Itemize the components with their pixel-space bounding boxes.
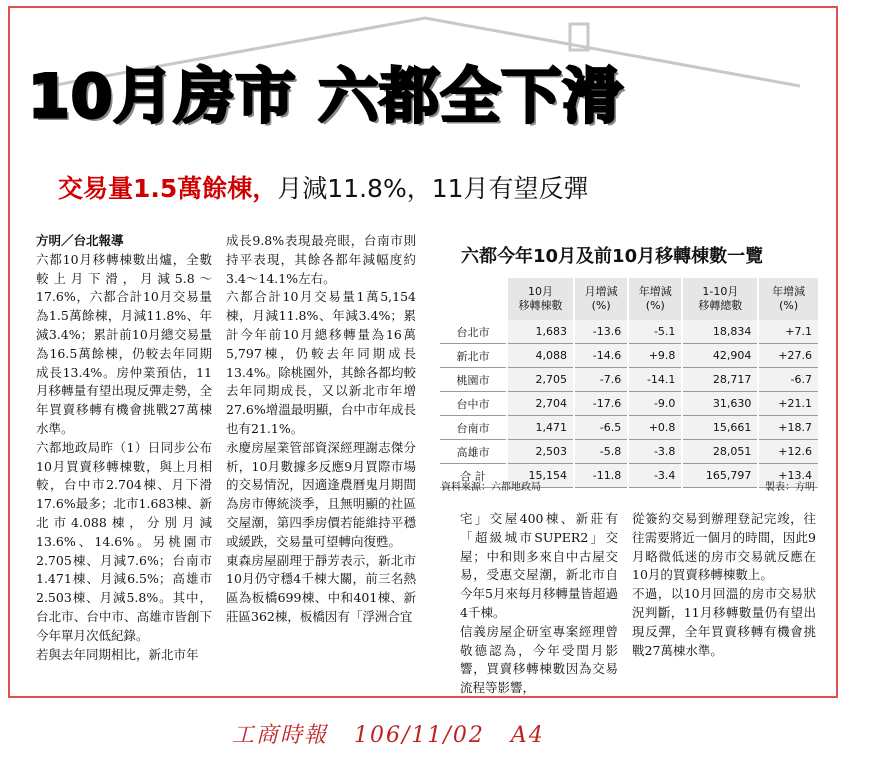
table-cell: -6.7 <box>758 368 818 392</box>
table-cell: 2,503 <box>507 440 574 464</box>
headline: 10月房市 六都全下滑 <box>28 62 624 132</box>
table-cell: 4,088 <box>507 344 574 368</box>
table-row <box>440 344 818 368</box>
row-city: 新北市 <box>440 344 507 368</box>
subtitle-highlight: 交易量1.5萬餘棟， <box>58 174 278 203</box>
paragraph: 信義房屋企研室專案經理曾敬德認為，今年受閏月影響，買賣移轉棟數因為交易流程等影響， <box>460 623 618 696</box>
table-header-blank <box>440 278 507 320</box>
row-city: 台南市 <box>440 416 507 440</box>
paragraph: 從簽約交易到辦理登記完竣，往往需要將近一個月的時間，因此9月略微低迷的房市交易就反應在10月的買賣移轉棟數上。 <box>632 511 816 583</box>
paragraph: 東森房屋副理于靜芳表示，新北市10月仍守穩4千棟大關，前三名熱區為板橋699棟、中和401棟、新莊區362棟，板橋因有「浮洲合宜 <box>226 552 416 624</box>
page-number: A4 <box>510 723 545 748</box>
table-cell: 18,834 <box>682 320 758 344</box>
article-column-3 <box>460 510 618 698</box>
byline: 方明／台北報導 <box>36 233 124 248</box>
table-cell: 1,683 <box>507 320 574 344</box>
table-cell: +0.8 <box>628 416 682 440</box>
table-cell: 28,051 <box>682 440 758 464</box>
table-credit: 製表：方明 <box>765 482 815 493</box>
table-row <box>440 320 818 344</box>
paragraph: 六都10月移轉棟數出爐，全數較上月下滑，月減5.8～17.6%，六都合計10月交易量為1.5萬餘棟，月減11.8%、年減3.4%；累計前10月總交易量為16.5萬餘棟，仍較去年同期成長13.4%。房仲業預估，11月移轉量有望出現反彈走勢，全年買賣移轉有機會挑戰27萬棟水準。 <box>36 251 212 436</box>
row-city: 高雄市 <box>440 440 507 464</box>
table-header: 10月 移轉棟數 <box>507 278 574 320</box>
table-cell: -5.1 <box>628 320 682 344</box>
clipping-footer <box>232 718 571 749</box>
table-cell: 15,154 <box>507 464 574 488</box>
table-cell: 31,630 <box>682 392 758 416</box>
paragraph: 六都地政局昨（1）日同步公布10月買賣移轉棟數，與上月相較，台中市2.704棟、月下滑17.6%最多；北市1.683棟、新北市4.088棟，分別月減13.6%、14.6%。另桃園市2.705棟、月減7.6%；台南市1.471棟、月減6.5%；高雄市2.503棟、月減5.8%。其中，台北市、台中市、高雄市皆創下今年單月次低紀錄。 <box>36 439 212 643</box>
table-source: 資料來源：六都地政局 <box>441 482 541 493</box>
table-cell: -14.6 <box>574 344 628 368</box>
table-cell: -9.0 <box>628 392 682 416</box>
table-row <box>440 440 818 464</box>
table-cell: +7.1 <box>758 320 818 344</box>
table-cell: -17.6 <box>574 392 628 416</box>
table-cell: +9.8 <box>628 344 682 368</box>
table-cell: -7.6 <box>574 368 628 392</box>
table-header: 1-10月 移轉總數 <box>682 278 758 320</box>
table-cell: -14.1 <box>628 368 682 392</box>
paragraph: 六都合計10月交易量1萬5,154棟，月減11.8%、年減3.4%；累計今年前10月總移轉量為16萬5,797棟，仍較去年同期成長13.4%。除桃園外，其餘各都均較去年同期成長，又以新北市年增27.6%增溫最明顯，台中市年成長也有21.1%。 <box>226 289 416 436</box>
row-city: 台中市 <box>440 392 507 416</box>
table-cell: 2,705 <box>507 368 574 392</box>
table-cell: 165,797 <box>682 464 758 488</box>
table-cell: +21.1 <box>758 392 818 416</box>
article-column-4 <box>632 510 816 660</box>
newspaper-name: 工商時報 <box>232 723 329 748</box>
table-header: 月增減 (%) <box>574 278 628 320</box>
paragraph: 宅」交屋400棟、新莊有「超級城市SUPER2」交屋；中和則多來自中古屋交易，受惠交屋潮，新北市自今年5月來每月移轉量皆超過4千棟。 <box>460 511 618 620</box>
table-cell: 2,704 <box>507 392 574 416</box>
table-cell: 28,717 <box>682 368 758 392</box>
table-cell: +27.6 <box>758 344 818 368</box>
table-cell: +13.4 <box>758 464 818 488</box>
row-city: 合 計 <box>440 464 507 488</box>
paragraph: 不過，以10月回溫的房市交易狀況判斷，11月移轉數量仍有望出現反彈，全年買賣移轉有機會挑戰27萬棟水準。 <box>632 586 816 658</box>
table-cell: -11.8 <box>574 464 628 488</box>
table-cell: -6.5 <box>574 416 628 440</box>
table-title: 六都今年10月及前10月移轉棟數一覽 <box>461 246 764 267</box>
table-cell: -3.8 <box>628 440 682 464</box>
table-row <box>440 368 818 392</box>
transfer-table <box>440 278 818 488</box>
row-city: 台北市 <box>440 320 507 344</box>
table-cell: -5.8 <box>574 440 628 464</box>
table-cell: -3.4 <box>628 464 682 488</box>
table-cell: +12.6 <box>758 440 818 464</box>
table-cell: 1,471 <box>507 416 574 440</box>
subtitle-rest: 月減11.8%，11月有望反彈 <box>277 174 589 203</box>
table-row <box>440 416 818 440</box>
paragraph: 永慶房屋業管部資深經理謝志傑分析，10月數據多反應9月買際市場的交易情況，因適逢農曆鬼月期間為房市傳統淡季，且無明顯的社區交屋潮，第四季房價若能維持平穩或緩跌，交易量可望轉向復甦。 <box>226 439 416 549</box>
article-column-2 <box>226 232 416 627</box>
table-cell: +18.7 <box>758 416 818 440</box>
table-cell: 42,904 <box>682 344 758 368</box>
table-cell: -13.6 <box>574 320 628 344</box>
subtitle <box>58 172 589 206</box>
table-cell: 15,661 <box>682 416 758 440</box>
issue-date: 106/11/02 <box>354 723 485 748</box>
table-header: 年增減 (%) <box>758 278 818 320</box>
paragraph: 若與去年同期相比，新北市年 <box>36 646 199 662</box>
paragraph: 成長9.8%表現最亮眼，台南市則持平表現，其餘各都年減幅度約3.4～14.1%左右。 <box>226 233 416 286</box>
article-column-1 <box>36 232 212 664</box>
table-header-row <box>440 278 818 320</box>
row-city: 桃園市 <box>440 368 507 392</box>
table-header: 年增減 (%) <box>628 278 682 320</box>
table-row <box>440 392 818 416</box>
